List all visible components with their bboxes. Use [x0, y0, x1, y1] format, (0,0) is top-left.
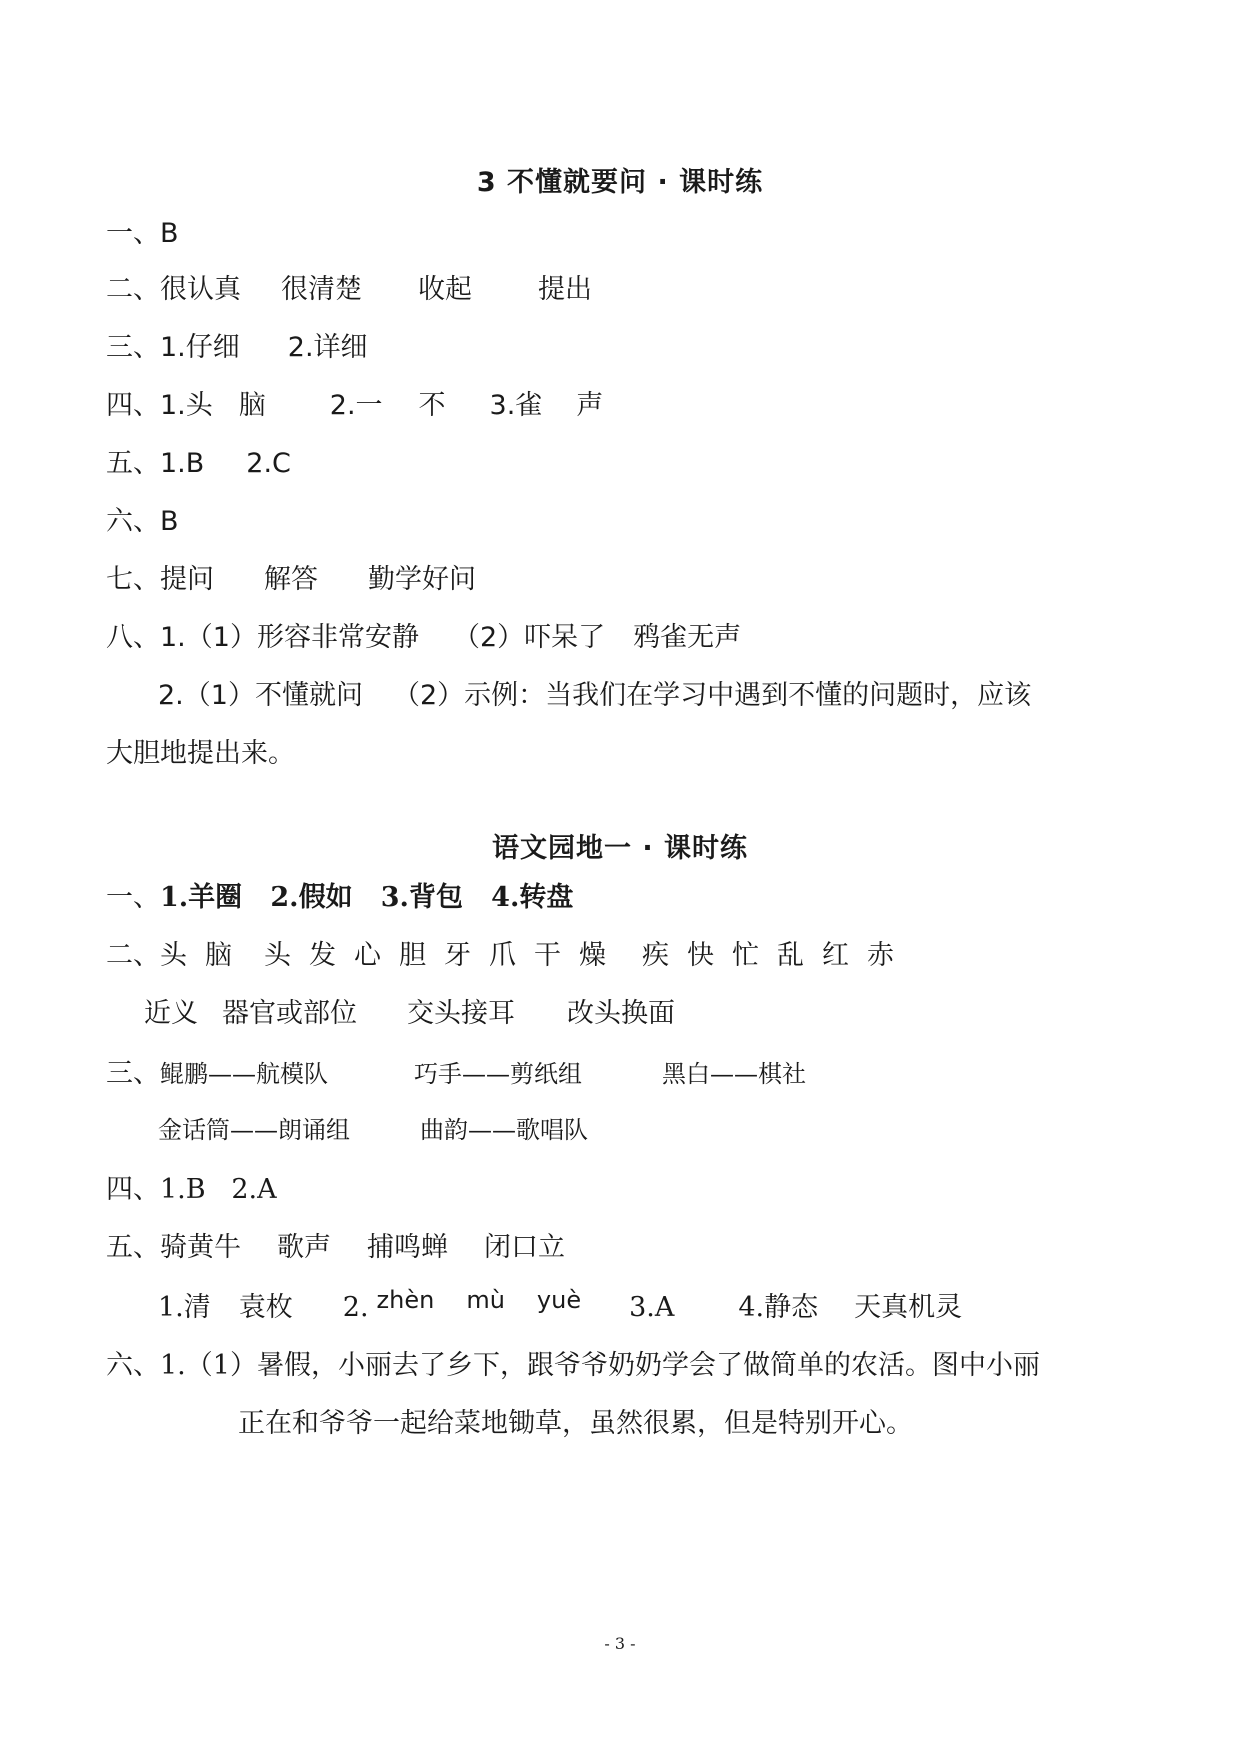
answer-line-2-6 [106, 1352, 1040, 1379]
character-item: 燥 [579, 940, 606, 971]
character-item: 赤 [867, 940, 894, 971]
character-item: 爪 [489, 940, 516, 971]
answer-line-2-6b [238, 1410, 913, 1437]
answer-line-2-5 [106, 1234, 565, 1261]
answer-text: 很认真 [160, 274, 241, 305]
answer-text: 脑 [238, 390, 266, 421]
character-item: 乱 [777, 940, 804, 971]
question-number: 六、 [106, 506, 160, 537]
answer-text: 正在和爷爷一起给菜地锄草，虽然很累，但是特别开心。 [238, 1408, 913, 1439]
character-item: 头 [160, 940, 187, 971]
answer-text: 黑白——棋社 [662, 1060, 806, 1088]
question-number: 三、 [106, 1058, 160, 1089]
answer-text: 交头接耳 [407, 998, 515, 1029]
question-number: 二、 [106, 274, 160, 305]
answer-text: 1.B 2.A [160, 1174, 277, 1205]
character-item: 胆 [399, 940, 426, 971]
answer-text: 骑黄牛 [160, 1232, 241, 1263]
answer-text: 1.（1）形容非常安静 [160, 622, 419, 653]
answer-text: 2.一 [329, 390, 383, 421]
question-number: 三、 [106, 332, 160, 363]
character-item: 忙 [732, 940, 759, 971]
answer-line-1-8-2 [158, 682, 1031, 709]
question-number: 四、 [106, 390, 160, 421]
question-number: 五、 [106, 1232, 160, 1263]
character-item: 发 [309, 940, 336, 971]
answer-line-1-4 [106, 392, 603, 419]
answer-text: 金话筒——朗诵组 [158, 1116, 350, 1144]
answer-text: 1.清 [158, 1292, 211, 1323]
answer-text: 3.雀 [489, 390, 543, 421]
answer-line-2-5b [158, 1286, 963, 1323]
question-number: 四、 [106, 1174, 160, 1205]
answer-text: （2）吓呆了 [452, 622, 606, 653]
page-number: - 3 - [604, 1634, 636, 1653]
character-item: 头 [264, 940, 291, 971]
answer-text: 鸦雀无声 [633, 622, 742, 653]
answer-line-1-5 [106, 450, 291, 477]
answer-line-1-7 [106, 566, 476, 593]
answer-text: 袁枚 [238, 1292, 293, 1323]
answer-text: 2. [342, 1292, 369, 1323]
character-item: 心 [354, 940, 381, 971]
answer-text: 1.（1）暑假，小丽去了乡下，跟爷爷奶奶学会了做简单的农活。图中小丽 [160, 1350, 1040, 1381]
answer-text: 勤学好问 [368, 564, 476, 595]
answer-line-2-2b [144, 1000, 675, 1027]
answer-text: 器官或部位 [222, 998, 357, 1029]
answer-text: 不 [418, 390, 446, 421]
answer-text: 很清楚 [281, 274, 362, 305]
question-number: 一、 [106, 218, 160, 249]
character-list [160, 940, 912, 971]
answer-text: 提出 [538, 274, 592, 305]
answer-text: 近义 [144, 998, 198, 1029]
answer-line-1-8-3 [106, 740, 295, 767]
character-item: 快 [687, 940, 714, 971]
answer-text: （2）示例：当我们在学习中遇到不懂的问题时，应该 [392, 680, 1032, 711]
answer-text: 提问 [160, 564, 214, 595]
answer-line-1-1 [106, 220, 179, 247]
answer-text: 1.羊圈 2.假如 3.背包 4.转盘 [160, 882, 574, 913]
answer-text: 闭口立 [484, 1232, 565, 1263]
answer-text: 改头换面 [567, 998, 675, 1029]
section-title-1: 3 不懂就要问 · 课时练 [476, 167, 764, 198]
pinyin-text: yuè [536, 1286, 582, 1314]
answer-text: 歌声 [277, 1232, 331, 1263]
question-number: 六、 [106, 1350, 160, 1381]
answer-line-2-3 [106, 1060, 806, 1087]
question-number: 五、 [106, 448, 160, 479]
character-item: 脑 [205, 940, 232, 971]
answer-text: 2.C [246, 448, 291, 479]
answer-text: B [160, 506, 179, 537]
answer-text: 鲲鹏——航模队 [160, 1060, 328, 1088]
answer-line-2-4 [106, 1176, 277, 1203]
character-item: 干 [534, 940, 561, 971]
answer-text: 捕鸣蝉 [367, 1232, 448, 1263]
pinyin-text: zhèn [376, 1286, 435, 1314]
answer-line-2-3b [158, 1118, 588, 1142]
character-item: 红 [822, 940, 849, 971]
character-item: 疾 [642, 940, 669, 971]
answer-text: 曲韵——歌唱队 [420, 1116, 588, 1144]
answer-text: 2.（1）不懂就问 [158, 680, 363, 711]
answer-line-1-6 [106, 508, 179, 535]
answer-line-2-2 [106, 942, 912, 969]
answer-text: 1.B [160, 448, 205, 479]
answer-text: 收起 [418, 274, 472, 305]
answer-line-1-2 [106, 276, 592, 303]
question-number: 二、 [106, 940, 160, 971]
answer-text: 1.仔细 [160, 332, 240, 363]
question-number: 八、 [106, 622, 160, 653]
answer-text: 巧手——剪纸组 [414, 1060, 582, 1088]
answer-text: 解答 [264, 564, 318, 595]
answer-text: 大胆地提出来。 [106, 738, 295, 769]
answer-line-1-8 [106, 624, 741, 651]
question-number: 一、 [106, 882, 160, 913]
answer-text: 4.静态 [738, 1292, 819, 1323]
answer-text: 天真机灵 [854, 1292, 963, 1323]
pinyin-text: mù [466, 1286, 505, 1314]
answer-text: 3.A [629, 1292, 675, 1323]
answer-line-2-1 [106, 884, 573, 911]
answer-text: 声 [576, 390, 604, 421]
question-number: 七、 [106, 564, 160, 595]
answer-text: 2.详细 [287, 332, 368, 363]
section-title-2: 语文园地一 · 课时练 [491, 833, 749, 864]
answer-text: B [160, 218, 179, 249]
character-item: 牙 [444, 940, 471, 971]
answer-line-1-3 [106, 334, 368, 361]
answer-text: 1.头 [160, 390, 213, 421]
